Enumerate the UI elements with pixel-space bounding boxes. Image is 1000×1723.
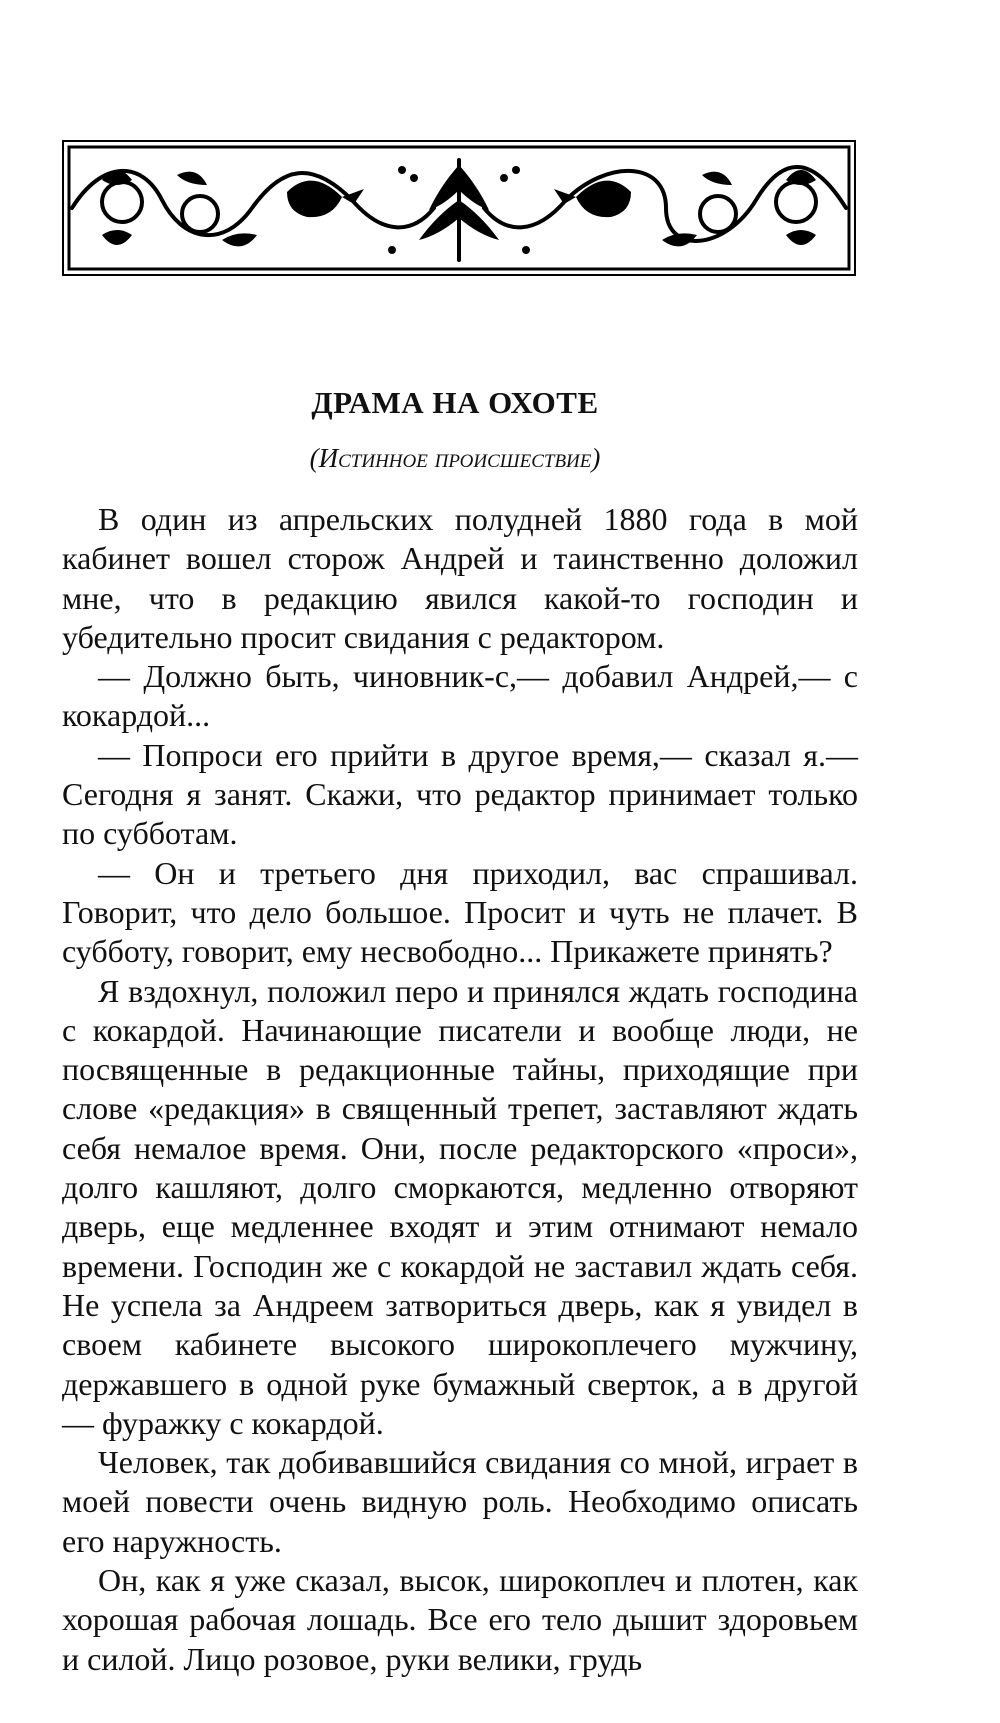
paragraph: — Должно быть, чиновник-с,— добавил Андрей,— с кокардой... xyxy=(62,658,858,734)
paragraph: — Попроси его прийти в другое время,— сказал я.— Сегодня я занят. Скажи, что редактор принимает только по субботам. xyxy=(62,736,858,852)
paragraph: — Он и третьего дня приходил, вас спрашивал. Говорит, что дело большое. Просит и чуть не плачет. В субботу, говорит, ему несвободно... Прикажете принять? xyxy=(62,854,858,970)
paragraph: Человек, так добивавшийся свидания со мной, играет в моей повести очень видную роль. Необходимо описать его наружность. xyxy=(62,1444,858,1559)
chapter-title: ДРАМА НА ОХОТЕ xyxy=(311,385,599,420)
paragraph: Он, как я уже сказал, высок, широкоплеч и плотен, как хорошая рабочая лошадь. Все его тело дышит здоровьем и силой. Лицо розовое, руки велики, грудь xyxy=(62,1562,858,1677)
floral-scroll-ornament-icon xyxy=(62,140,856,276)
chapter-subtitle: (Истинное происшествие) xyxy=(309,443,601,473)
floral-ornament-header xyxy=(62,140,856,276)
paragraph: Я вздохнул, положил перо и принялся ждать господина с кокардой. Начинающие писатели и вообще люди, не посвященные в редакционные тайны, приходящие при слове «редакция» в священный трепет, заставляют ждать себя немалое время. Они, после редакторского «проси», долго кашляют, долго сморкаются, медленно отворяют дверь, еще медленнее входят и этим отнимают немало времени. Господин же с кокардой не заставил ждать себя. Не успела за Андреем затвориться дверь, как я увидел в своем кабинете высокого широкоплечего мужчину, державшего в одной руке бумажный сверток, а в другой — фуражку с кокардой. xyxy=(62,972,858,1441)
paragraph: В один из апрельских полудней 1880 года в мой кабинет вошел сторож Андрей и таинственно доложил мне, что в редакцию явился какой-то господин и убедительно просит свидания с редактором. xyxy=(62,501,858,655)
body-text xyxy=(62,500,858,1679)
